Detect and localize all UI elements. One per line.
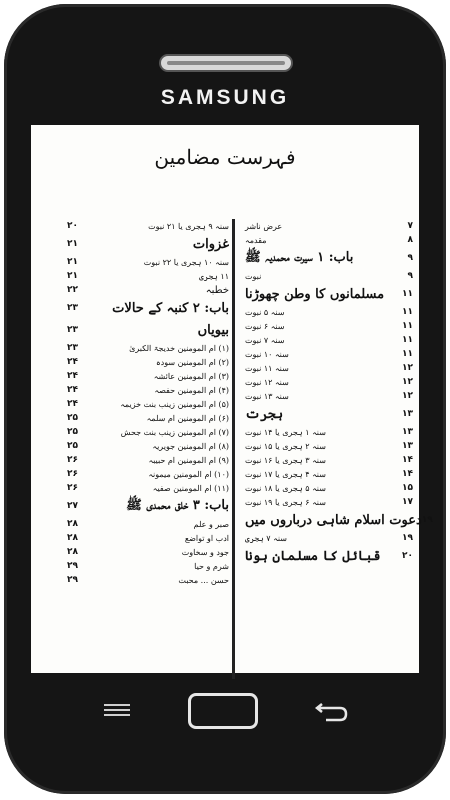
page-number: ۲۱ [67, 271, 78, 281]
toc-entry[interactable] [245, 361, 413, 375]
page-number: ۲۶ [67, 455, 78, 465]
toc-entry[interactable] [245, 389, 413, 403]
entry-title: دعوت اسلام شاہی درباروں میں [245, 512, 422, 528]
page-number: ۲۹ [67, 575, 78, 585]
toc-entry[interactable] [67, 531, 229, 545]
entry-title: مقدمہ [245, 235, 267, 245]
toc-entry[interactable] [67, 269, 229, 283]
entry-title: (۱۱) ام المومنین صفیہ [152, 483, 229, 493]
toc-entry[interactable] [245, 319, 413, 333]
page-number: ۱۱ [402, 289, 413, 299]
page-number: ۱۳ [402, 409, 413, 419]
entry-title: (۱) ام المومنین خدیجۃ الکبریٰ [129, 343, 229, 353]
entry-title: غزوات [192, 236, 229, 252]
toc-entry[interactable] [67, 495, 229, 517]
page-number: ۸ [407, 235, 413, 245]
page-number: ۱۲ [402, 377, 413, 387]
page-number: ۱۱ [402, 307, 413, 317]
page-number: ۱۹ [421, 515, 433, 525]
toc-entry[interactable] [67, 383, 229, 397]
toc-entry[interactable] [67, 219, 229, 233]
toc-entry[interactable] [67, 397, 229, 411]
toc-entry[interactable] [67, 341, 229, 355]
page-number: ۱۳ [402, 427, 413, 437]
toc-entry[interactable] [245, 509, 433, 531]
page-number: ۲۲ [67, 285, 78, 295]
page-number: ۱۲ [402, 391, 413, 401]
entry-title: قبائل کا مسلمان ہونا [245, 548, 381, 564]
entry-title: (۶) ام المومنین ام سلمہ [146, 413, 229, 423]
page-number: ۹ [407, 271, 413, 281]
toc-entry[interactable] [245, 233, 413, 247]
entry-title: نبوت [245, 271, 262, 281]
page-number: ۱۲ [402, 363, 413, 373]
entry-title: مسلمانوں کا وطن چھوڑنا [245, 286, 385, 302]
entry-title: سنہ ۷ نبوت [245, 335, 285, 345]
toc-entry[interactable] [245, 333, 413, 347]
entry-title: (۸) ام المومنین جویریہ [152, 441, 229, 451]
page-number: ۱۴ [402, 455, 413, 465]
toc-entry[interactable] [245, 219, 413, 233]
page-number: ۱۴ [402, 469, 413, 479]
toc-right-column [245, 219, 433, 567]
page-number: ۲۸ [67, 547, 78, 557]
toc-entry[interactable] [67, 283, 229, 297]
page-number: ۱۵ [402, 483, 413, 493]
entry-title: حسن ... محبت [178, 575, 229, 585]
toc-entry[interactable] [67, 467, 229, 481]
navigation-bar [0, 686, 450, 736]
entry-title: باب: ۱ سیرت محمدیہ ﷺ [245, 249, 354, 265]
toc-entry[interactable] [67, 517, 229, 531]
entry-title: (۵) ام المومنین زینب بنت خزیمہ [120, 399, 229, 409]
back-arrow-icon[interactable] [314, 700, 348, 722]
entry-title: سنہ ۱ ہجری یا ۱۴ نبوت [245, 427, 326, 437]
toc-entry[interactable] [67, 319, 229, 341]
page-number: ۱۷ [402, 497, 413, 507]
entry-title: ۱۱ ہجری [199, 271, 229, 281]
page-number: ۲۸ [67, 533, 78, 543]
toc-entry[interactable] [245, 283, 413, 305]
entry-title: سنہ ۱۰ ہجری یا ۲۲ نبوت [143, 257, 229, 267]
toc-entry[interactable] [67, 559, 229, 573]
entry-title: سنہ ۱۱ نبوت [245, 363, 289, 373]
speaker-grille [159, 54, 293, 72]
toc-entry[interactable] [67, 297, 229, 319]
page-number: ۲۵ [67, 441, 78, 451]
toc-entry[interactable] [245, 531, 413, 545]
entry-title: (۷) ام المومنین زینب بنت جحش [120, 427, 229, 437]
toc-entry[interactable] [67, 369, 229, 383]
toc-entry[interactable] [245, 247, 413, 269]
entry-title: (۹) ام المومنین ام حبیبہ [148, 455, 229, 465]
entry-title: (۱۰) ام المومنین میمونہ [148, 469, 229, 479]
entry-title: ہجرت [245, 406, 284, 422]
entry-title: (۲) ام المومنین سودہ [155, 357, 229, 367]
page-number: ۲۴ [67, 357, 78, 367]
toc-entry[interactable] [245, 545, 413, 567]
page-number: ۲۳ [67, 303, 78, 313]
page-number: ۱۹ [402, 533, 413, 543]
column-divider [232, 219, 235, 679]
entry-title: سنہ ۱۰ نبوت [245, 349, 289, 359]
toc-entry[interactable] [245, 481, 413, 495]
entry-title: خطبہ [205, 284, 229, 296]
brand-logo: SAMSUNG [160, 86, 290, 109]
toc-entry[interactable] [245, 425, 413, 439]
entry-title: باب: ۳ خلق محمدی ﷺ [126, 497, 229, 513]
toc-left-column [67, 219, 229, 587]
page-number: ۲۵ [67, 427, 78, 437]
entry-title: سنہ ۳ ہجری یا ۱۶ نبوت [245, 455, 326, 465]
toc-entry[interactable] [245, 305, 413, 319]
toc-entry[interactable] [245, 403, 413, 425]
page-number: ۱۱ [402, 349, 413, 359]
entry-title: (۳) ام المومنین عائشہ [153, 371, 229, 381]
toc-entry[interactable] [67, 411, 229, 425]
page-number: ۲۶ [67, 469, 78, 479]
page-number: ۲۵ [67, 413, 78, 423]
toc-entry[interactable] [245, 439, 413, 453]
page-number: ۱۳ [402, 441, 413, 451]
toc-entry[interactable] [245, 453, 413, 467]
book-page[interactable] [31, 125, 433, 673]
toc-entry[interactable] [67, 439, 229, 453]
page-number: ۲۳ [67, 343, 78, 353]
entry-title: صبر و علم [193, 519, 229, 529]
page-number: ۲۰ [402, 551, 413, 561]
toc-entry[interactable] [67, 481, 229, 495]
entry-title: سنہ ۶ نبوت [245, 321, 285, 331]
page-number: ۱۱ [402, 335, 413, 345]
toc-entry[interactable] [67, 573, 229, 587]
toc-entry[interactable] [245, 347, 413, 361]
page-number: ۷ [407, 221, 413, 231]
entry-title: بیویاں [197, 322, 229, 338]
entry-title: سنہ ۷ ہجری [245, 533, 287, 543]
entry-title: جود و سخاوت [181, 547, 229, 557]
page-number: ۲۴ [67, 385, 78, 395]
page-title: فہرست مضامین [154, 145, 296, 169]
entry-title: سنہ ۲ ہجری یا ۱۵ نبوت [245, 441, 326, 451]
entry-title: سنہ ۴ ہجری یا ۱۷ نبوت [245, 469, 326, 479]
toc-entry[interactable] [67, 233, 229, 255]
page-number: ۹ [407, 253, 413, 263]
page-number: ۲۱ [67, 257, 78, 267]
toc-entry[interactable] [245, 467, 413, 481]
entry-title: (۴) ام المومنین حفصہ [154, 385, 229, 395]
toc-entry[interactable] [67, 255, 229, 269]
menu-icon[interactable] [104, 704, 130, 718]
home-button-icon[interactable] [188, 693, 258, 729]
page-number: ۲۴ [67, 371, 78, 381]
page-number: ۲۴ [67, 399, 78, 409]
page-number: ۲۳ [67, 325, 78, 335]
entry-title: سنہ ۶ ہجری یا ۱۹ نبوت [245, 497, 326, 507]
toc-entry[interactable] [67, 355, 229, 369]
entry-title: باب: ۲ کنبہ کے حالات [112, 300, 229, 316]
entry-title: شرم و حیا [194, 561, 229, 571]
page-number: ۲۱ [67, 239, 78, 249]
entry-title: سنہ ۵ ہجری یا ۱۸ نبوت [245, 483, 326, 493]
entry-title: سنہ ۱۲ نبوت [245, 377, 289, 387]
entry-title: سنہ ۹ ہجری یا ۲۱ نبوت [148, 221, 229, 231]
toc-entry[interactable] [245, 269, 413, 283]
entry-title: عرض ناشر [245, 221, 283, 231]
toc-entry[interactable] [67, 545, 229, 559]
page-number: ۱۱ [402, 321, 413, 331]
page-number: ۲۷ [67, 501, 78, 511]
page-number: ۲۶ [67, 483, 78, 493]
page-number: ۲۰ [67, 221, 78, 231]
entry-title: ادب او تواضع [184, 533, 229, 543]
entry-title: سنہ ۵ نبوت [245, 307, 285, 317]
toc-entry[interactable] [245, 495, 413, 509]
toc-entry[interactable] [245, 375, 413, 389]
toc-entry[interactable] [67, 425, 229, 439]
page-number: ۲۹ [67, 561, 78, 571]
entry-title: سنہ ۱۳ نبوت [245, 391, 289, 401]
toc-entry[interactable] [67, 453, 229, 467]
page-number: ۲۸ [67, 519, 78, 529]
